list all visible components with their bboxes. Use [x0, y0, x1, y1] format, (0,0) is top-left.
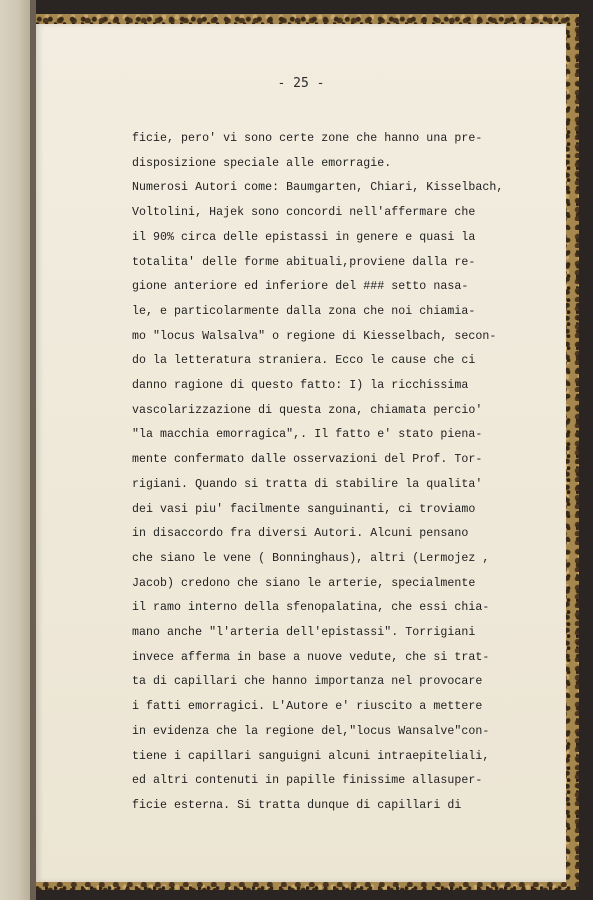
previous-page-edge — [0, 0, 30, 900]
text-line: mo "locus Walsalva" o regione di Kiesselbach, secon- — [132, 329, 497, 343]
text-line: totalita' delle forme abituali,proviene dalla re- — [132, 255, 476, 269]
text-line: le, e particolarmente dalla zona che noi chiamia- — [132, 304, 476, 318]
text-line: ed altri contenuti in papille finissime allasuper- — [132, 774, 483, 788]
text-line: il 90% circa delle epistassi in genere e quasi la — [132, 230, 476, 244]
text-line: vascolarizzazione di questa zona, chiamata percio' — [132, 403, 483, 417]
text-line: ficie, pero' vi sono certe zone che hanno una pre- — [132, 132, 483, 145]
text-line: dei vasi piu' facilmente sanguinanti, ci troviamo — [132, 502, 476, 516]
text-line: gione anteriore ed inferiore del ### setto nasa- — [132, 280, 469, 294]
text-line: "la macchia emorragica",. Il fatto e' stato piena- — [132, 428, 483, 442]
text-line: danno ragione di questo fatto: I) la ricchissima — [132, 379, 469, 392]
text-line: i fatti emorragici. L'Autore e' riuscito a mettere — [132, 700, 483, 714]
text-line: ta di capillari che hanno importanza nel provocare — [132, 675, 483, 689]
text-line: do la letteratura straniera. Ecco le cause che ci — [132, 354, 476, 368]
text-line: mano anche "l'arteria dell'epistassi". Torrigiani — [132, 626, 476, 639]
text-line: il ramo interno della sfenopalatina, che essi chia- — [132, 601, 490, 615]
text-line: Voltolini, Hajek sono concordi nell'affermare che — [132, 206, 476, 220]
text-line: in evidenza che la regione del,"locus Wansalve"con- — [132, 724, 490, 738]
text-line: ficie esterna. Si tratta dunque di capillari di — [132, 798, 462, 812]
text-line: mente confermato dalle osservazioni del Prof. Tor- — [132, 453, 483, 467]
document-page — [36, 24, 566, 882]
text-line: Jacob) credono che siano le arterie, specialmente — [132, 576, 476, 590]
text-line: tiene i capillari sanguigni alcuni intraepiteliali, — [132, 749, 490, 763]
text-line: Numerosi Autori come: Baumgarten, Chiari, Kisselbach, — [132, 181, 504, 195]
text-line: disposizione speciale alle emorragie. — [132, 156, 392, 170]
text-line: che siano le vene ( Bonninghaus), altri (Lermojez , — [132, 551, 490, 565]
text-line: in disaccordo fra diversi Autori. Alcuni pensano — [132, 527, 469, 541]
page-number: - 25 - — [277, 76, 325, 91]
text-line: invece afferma in base a nuove vedute, che si trat- — [132, 650, 490, 664]
text-line: rigiani. Quando si tratta di stabilire la qualita' — [132, 477, 483, 491]
